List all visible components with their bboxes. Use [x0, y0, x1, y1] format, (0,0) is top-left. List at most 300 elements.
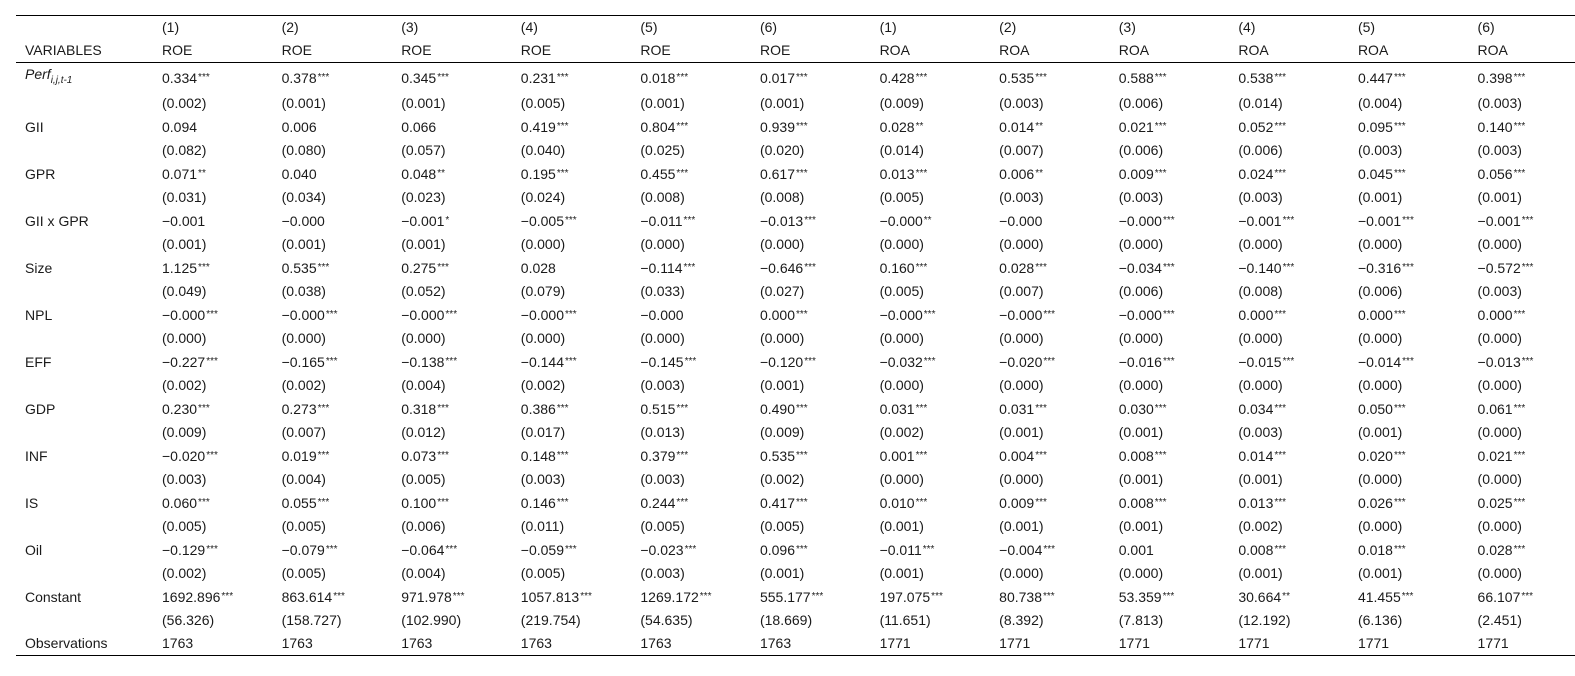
standard-error-cell: (0.000) [999, 377, 1044, 393]
standard-error-cell: (0.005) [401, 471, 446, 487]
standard-error-cell: (0.000) [1118, 236, 1164, 252]
coefficient-value: 0.419 [520, 119, 556, 135]
coefficient-cell [1229, 115, 1349, 139]
significance-stars: *** [556, 71, 569, 83]
significance-stars: *** [1035, 450, 1047, 461]
significance-stars: *** [1402, 262, 1414, 273]
empty-corner-cell [16, 16, 153, 40]
coefficient-value: −0.140 [1238, 260, 1282, 276]
coefficient-cell [1349, 63, 1469, 93]
coefficient-value: −0.000 [281, 213, 325, 229]
coefficient-value: 0.160 [879, 260, 915, 276]
coefficient-value: −0.064 [401, 542, 445, 558]
coefficient-value: 0.028 [520, 260, 556, 276]
coefficient-cell [751, 63, 871, 93]
significance-stars: *** [556, 121, 569, 132]
standard-error-row [16, 139, 1575, 162]
coefficient-value: −0.165 [281, 354, 325, 370]
standard-error-cell: (0.033) [640, 283, 685, 299]
standard-error-cell: (0.001) [1357, 189, 1403, 205]
significance-stars: *** [1154, 450, 1167, 461]
variable-label: GII x GPR [25, 212, 89, 229]
coefficient-row [16, 350, 1575, 374]
empty-label-cell [16, 421, 153, 444]
standard-error-cell: (0.000) [759, 236, 805, 252]
coefficient-cell [990, 303, 1110, 327]
coefficient-cell [392, 491, 512, 515]
dependent-variable: ROE [751, 39, 871, 63]
significance-stars: *** [683, 215, 696, 226]
significance-stars: *** [1274, 497, 1287, 508]
dependent-variable: ROE [631, 39, 751, 63]
coefficient-cell [1110, 491, 1230, 515]
coefficient-value: 80.738 [999, 589, 1042, 605]
standard-error-cell: (219.754) [520, 612, 581, 628]
standard-error-cell: (0.000) [879, 330, 924, 346]
coefficient-cell [273, 350, 393, 374]
significance-stars: *** [676, 403, 689, 414]
standard-error-cell: (0.001) [1357, 565, 1403, 581]
coefficient-cell [1229, 256, 1349, 280]
coefficient-row [16, 491, 1575, 515]
coefficient-value: −0.001 [1357, 213, 1402, 229]
coefficient-value: 0.195 [520, 166, 556, 182]
coefficient-cell [512, 162, 632, 186]
coefficient-cell [1349, 303, 1469, 327]
significance-stars: *** [684, 356, 697, 367]
coefficient-value: −0.059 [520, 542, 564, 558]
coefficient-value: −0.000 [999, 307, 1043, 323]
significance-stars: ** [923, 215, 932, 226]
coefficient-cell [751, 256, 871, 280]
empty-label-cell [16, 468, 153, 491]
coefficient-row [16, 115, 1575, 139]
coefficient-value: 0.004 [999, 448, 1035, 464]
coefficient-cell [631, 397, 751, 421]
observations-cell: 1771 [990, 632, 1110, 656]
significance-stars: *** [437, 497, 449, 508]
column-number: (6) [1469, 16, 1575, 40]
coefficient-value: 0.000 [759, 307, 796, 323]
significance-stars: *** [1521, 262, 1534, 273]
coefficient-cell [392, 303, 512, 327]
column-number: (3) [1110, 16, 1230, 40]
significance-stars: *** [1513, 71, 1526, 83]
coefficient-cell [1110, 585, 1230, 609]
coefficient-row [16, 162, 1575, 186]
significance-stars: *** [683, 262, 696, 273]
significance-stars: *** [1401, 591, 1414, 602]
standard-error-cell: (0.000) [1357, 471, 1403, 487]
coefficient-value: 0.095 [1357, 119, 1393, 135]
standard-error-cell: (0.038) [281, 283, 326, 299]
standard-error-cell: (0.002) [520, 377, 566, 393]
coefficient-value: 0.417 [759, 495, 796, 511]
significance-stars: *** [565, 544, 577, 555]
standard-error-cell: (0.003) [1357, 142, 1403, 158]
coefficient-value: 0.148 [520, 448, 556, 464]
standard-error-cell: (0.003) [1238, 189, 1283, 205]
standard-error-cell: (0.005) [879, 189, 924, 205]
standard-error-cell: (0.034) [281, 189, 326, 205]
coefficient-cell [273, 162, 393, 186]
standard-error-cell: (102.990) [401, 612, 462, 628]
significance-stars: *** [317, 262, 330, 273]
coefficient-value: 0.048 [401, 166, 437, 182]
coefficient-value: −0.144 [520, 354, 564, 370]
coefficient-cell [631, 538, 751, 562]
significance-stars: *** [915, 497, 928, 508]
coefficient-cell [1349, 115, 1469, 139]
coefficient-cell [1229, 350, 1349, 374]
variable-label: NPL [25, 306, 53, 323]
coefficient-value: 0.275 [401, 260, 437, 276]
coefficient-cell [1349, 538, 1469, 562]
coefficient-value: 0.013 [1238, 495, 1274, 511]
coefficient-cell [751, 491, 871, 515]
significance-stars: *** [1402, 356, 1414, 367]
significance-stars: *** [1162, 309, 1175, 320]
coefficient-value: 0.000 [1477, 307, 1513, 323]
coefficient-value: 0.021 [1118, 119, 1154, 135]
standard-error-cell: (54.635) [640, 612, 693, 628]
coefficient-value: 41.455 [1357, 589, 1401, 605]
standard-error-row [16, 515, 1575, 538]
coefficient-cell [1110, 115, 1230, 139]
standard-error-row [16, 609, 1575, 632]
variable-label: Constant [25, 588, 82, 605]
significance-stars: *** [1274, 403, 1287, 414]
standard-error-cell: (0.000) [640, 236, 685, 252]
standard-error-cell: (0.007) [999, 283, 1044, 299]
coefficient-cell [751, 350, 871, 374]
significance-stars: *** [811, 591, 824, 602]
significance-stars: *** [1274, 121, 1287, 132]
standard-error-cell: (0.006) [1118, 142, 1164, 158]
standard-error-cell: (0.003) [1118, 189, 1164, 205]
coefficient-value: −0.000 [640, 307, 684, 323]
coefficient-value: 0.000 [1238, 307, 1274, 323]
coefficient-cell [871, 162, 991, 186]
coefficient-value: −0.013 [759, 213, 804, 229]
standard-error-cell: (8.392) [999, 612, 1044, 628]
coefficient-cell [1469, 585, 1575, 609]
dependent-variable: ROA [871, 39, 991, 63]
coefficient-value: −0.646 [759, 260, 804, 276]
coefficient-value: −0.227 [162, 354, 206, 370]
standard-error-cell: (0.004) [401, 377, 446, 393]
observations-cell: 1763 [153, 632, 273, 656]
standard-error-row [16, 186, 1575, 209]
dependent-variable: ROE [153, 39, 273, 63]
standard-error-cell: (0.003) [1238, 424, 1283, 440]
coefficient-cell [1349, 350, 1469, 374]
coefficient-value: −0.011 [879, 542, 922, 558]
standard-error-row [16, 92, 1575, 115]
standard-error-cell: (0.006) [1357, 283, 1403, 299]
coefficient-value: 0.019 [281, 448, 317, 464]
coefficient-cell [392, 397, 512, 421]
variable-label [16, 63, 153, 93]
coefficient-row [16, 444, 1575, 468]
standard-error-cell: (0.004) [401, 565, 446, 581]
dependent-variable: ROA [1110, 39, 1230, 63]
significance-stars: * [445, 215, 450, 226]
standard-error-cell: (0.001) [281, 236, 326, 252]
coefficient-cell [990, 350, 1110, 374]
coefficient-cell [273, 209, 393, 233]
coefficient-value: −0.001 [162, 213, 206, 229]
standard-error-cell: (11.651) [879, 612, 931, 628]
coefficient-cell [631, 303, 751, 327]
standard-error-cell: (0.000) [1477, 518, 1522, 534]
standard-error-row [16, 374, 1575, 397]
significance-stars: *** [676, 497, 689, 508]
coefficient-value: 0.014 [999, 119, 1035, 135]
variable-label: INF [25, 447, 48, 464]
coefficient-row [16, 538, 1575, 562]
coefficient-value: 555.177 [759, 589, 811, 605]
coefficient-cell [1469, 256, 1575, 280]
significance-stars: *** [1393, 544, 1406, 555]
significance-stars: *** [676, 121, 689, 132]
significance-stars: *** [796, 403, 808, 414]
coefficient-value: 0.398 [1477, 69, 1513, 86]
coefficient-cell [1110, 162, 1230, 186]
coefficient-cell [1229, 585, 1349, 609]
significance-stars: *** [565, 215, 577, 226]
coefficient-value: 0.140 [1477, 119, 1513, 135]
significance-stars: *** [1282, 262, 1295, 273]
coefficient-value: −0.316 [1357, 260, 1402, 276]
significance-stars: *** [1035, 497, 1047, 508]
coefficient-value: 0.017 [759, 69, 796, 86]
standard-error-cell: (0.000) [1118, 330, 1164, 346]
coefficient-value: 0.066 [401, 119, 437, 135]
coefficient-value: 0.056 [1477, 166, 1513, 182]
standard-error-cell: (0.008) [640, 189, 685, 205]
significance-stars: *** [1274, 309, 1287, 320]
standard-error-cell: (0.005) [520, 95, 566, 111]
coefficient-value: 0.013 [879, 166, 915, 182]
coefficient-value: −0.020 [162, 448, 206, 464]
coefficient-value: 0.061 [1477, 401, 1513, 417]
significance-stars: *** [676, 168, 689, 179]
coefficient-value: −0.016 [1118, 354, 1162, 370]
column-number: (2) [990, 16, 1110, 40]
standard-error-cell: (158.727) [281, 612, 342, 628]
coefficient-cell [153, 350, 273, 374]
significance-stars: *** [1393, 309, 1406, 320]
coefficient-value: 0.028 [879, 119, 915, 135]
significance-stars: *** [1274, 71, 1287, 83]
column-number-row [16, 16, 1575, 40]
coefficient-value: 0.378 [281, 69, 317, 86]
coefficient-cell [631, 63, 751, 93]
standard-error-cell: (2.451) [1477, 612, 1522, 628]
standard-error-row [16, 562, 1575, 585]
coefficient-cell [751, 162, 871, 186]
coefficient-cell [512, 209, 632, 233]
coefficient-cell [153, 209, 273, 233]
coefficient-value: 0.018 [1357, 542, 1393, 558]
coefficient-cell [871, 303, 991, 327]
coefficient-cell [631, 115, 751, 139]
standard-error-cell: (0.000) [1118, 377, 1164, 393]
coefficient-value: 0.030 [1118, 401, 1154, 417]
significance-stars: *** [1513, 403, 1526, 414]
standard-error-cell: (0.001) [281, 95, 326, 111]
coefficient-value: 0.040 [281, 166, 317, 182]
significance-stars: *** [1274, 450, 1287, 461]
coefficient-value: 0.230 [162, 401, 198, 417]
coefficient-cell [153, 585, 273, 609]
coefficient-row [16, 397, 1575, 421]
coefficient-cell [512, 63, 632, 93]
dependent-variable: ROE [392, 39, 512, 63]
standard-error-cell: (0.001) [879, 518, 924, 534]
significance-stars: *** [565, 356, 577, 367]
coefficient-cell [153, 303, 273, 327]
significance-stars: *** [437, 262, 449, 273]
coefficient-value: −0.034 [1118, 260, 1162, 276]
coefficient-cell [990, 585, 1110, 609]
standard-error-cell: (0.001) [759, 377, 805, 393]
coefficient-value: 0.052 [1238, 119, 1274, 135]
standard-error-cell: (0.003) [1477, 142, 1522, 158]
coefficient-value: −0.000 [879, 213, 923, 229]
coefficient-cell [871, 585, 991, 609]
empty-label-cell [16, 280, 153, 303]
significance-stars: *** [1043, 356, 1056, 367]
significance-stars: *** [684, 544, 697, 555]
standard-error-cell: (0.000) [1477, 330, 1522, 346]
significance-stars: *** [325, 356, 338, 367]
significance-stars: *** [699, 591, 712, 602]
significance-stars: *** [198, 71, 210, 83]
dependent-variable-row [16, 39, 1575, 63]
coefficient-value: −0.000 [879, 307, 923, 323]
standard-error-cell: (0.001) [1118, 518, 1164, 534]
coefficient-cell [1110, 303, 1230, 327]
coefficient-cell [1349, 209, 1469, 233]
significance-stars: *** [317, 71, 330, 83]
standard-error-cell: (0.000) [1357, 377, 1403, 393]
coefficient-cell [1469, 397, 1575, 421]
coefficient-cell [631, 491, 751, 515]
significance-stars: *** [1154, 71, 1167, 83]
significance-stars: *** [1043, 544, 1056, 555]
significance-stars: *** [445, 544, 458, 555]
coefficient-cell [273, 115, 393, 139]
significance-stars: *** [1521, 591, 1534, 602]
coefficient-cell [1469, 115, 1575, 139]
coefficient-cell [392, 350, 512, 374]
coefficient-cell [512, 538, 632, 562]
significance-stars: *** [556, 403, 569, 414]
standard-error-cell: (0.000) [879, 236, 924, 252]
coefficient-cell [631, 209, 751, 233]
standard-error-cell: (0.000) [520, 330, 566, 346]
significance-stars: *** [1042, 591, 1055, 602]
standard-error-cell: (0.001) [999, 518, 1044, 534]
column-number: (3) [392, 16, 512, 40]
standard-error-cell: (0.006) [1238, 142, 1283, 158]
coefficient-value: 0.538 [1238, 69, 1274, 86]
significance-stars: *** [206, 309, 218, 320]
observations-cell: 1771 [1469, 632, 1575, 656]
significance-stars: *** [796, 168, 808, 179]
standard-error-cell: (0.001) [162, 236, 207, 252]
coefficient-cell [1110, 538, 1230, 562]
coefficient-cell [990, 444, 1110, 468]
standard-error-cell: (0.000) [1477, 236, 1522, 252]
column-number: (5) [631, 16, 751, 40]
coefficient-value: 0.006 [999, 166, 1035, 182]
significance-stars: *** [1513, 121, 1526, 132]
significance-stars: *** [1393, 121, 1406, 132]
standard-error-cell: (0.000) [999, 236, 1044, 252]
standard-error-cell: (0.001) [1118, 471, 1164, 487]
significance-stars: *** [915, 403, 928, 414]
standard-error-cell: (0.002) [879, 424, 924, 440]
significance-stars: ** [1282, 591, 1290, 602]
coefficient-value: 0.026 [1357, 495, 1393, 511]
coefficient-value: 0.071 [162, 166, 198, 182]
standard-error-cell: (0.001) [999, 424, 1044, 440]
coefficient-value: 53.359 [1118, 589, 1162, 605]
coefficient-cell [1469, 491, 1575, 515]
standard-error-cell: (0.002) [162, 95, 207, 111]
coefficient-cell [631, 256, 751, 280]
coefficient-cell [512, 444, 632, 468]
coefficient-value: 0.804 [640, 119, 676, 135]
coefficient-cell [1349, 585, 1469, 609]
significance-stars: *** [1393, 168, 1406, 179]
significance-stars: *** [445, 356, 458, 367]
coefficient-value: 0.028 [999, 260, 1035, 276]
standard-error-cell: (0.000) [1357, 330, 1403, 346]
coefficient-value: 0.515 [640, 401, 676, 417]
significance-stars: *** [317, 403, 330, 414]
observations-cell: 1763 [751, 632, 871, 656]
standard-error-cell: (0.006) [1118, 283, 1164, 299]
coefficient-value: −0.000 [1118, 307, 1162, 323]
coefficient-value: −0.001 [1477, 213, 1521, 229]
coefficient-cell [1229, 397, 1349, 421]
coefficient-value: 0.345 [401, 69, 437, 86]
coefficient-value: −0.000 [401, 307, 445, 323]
standard-error-cell: (0.000) [1238, 330, 1283, 346]
standard-error-cell: (0.000) [1477, 565, 1522, 581]
coefficient-value: 0.031 [879, 401, 915, 417]
standard-error-cell: (0.002) [162, 565, 207, 581]
significance-stars: *** [1035, 403, 1047, 414]
significance-stars: *** [915, 168, 928, 179]
coefficient-cell [1110, 63, 1230, 93]
coefficient-value: 1057.813 [520, 589, 580, 605]
coefficient-value: −0.011 [640, 213, 683, 229]
standard-error-cell: (0.001) [1238, 471, 1283, 487]
significance-stars: *** [1162, 215, 1175, 226]
coefficient-value: 0.034 [1238, 401, 1274, 417]
observations-cell: 1763 [392, 632, 512, 656]
significance-stars: *** [556, 168, 569, 179]
significance-stars: *** [1402, 215, 1414, 226]
coefficient-cell [990, 538, 1110, 562]
coefficient-cell [751, 585, 871, 609]
standard-error-cell: (0.005) [759, 518, 805, 534]
